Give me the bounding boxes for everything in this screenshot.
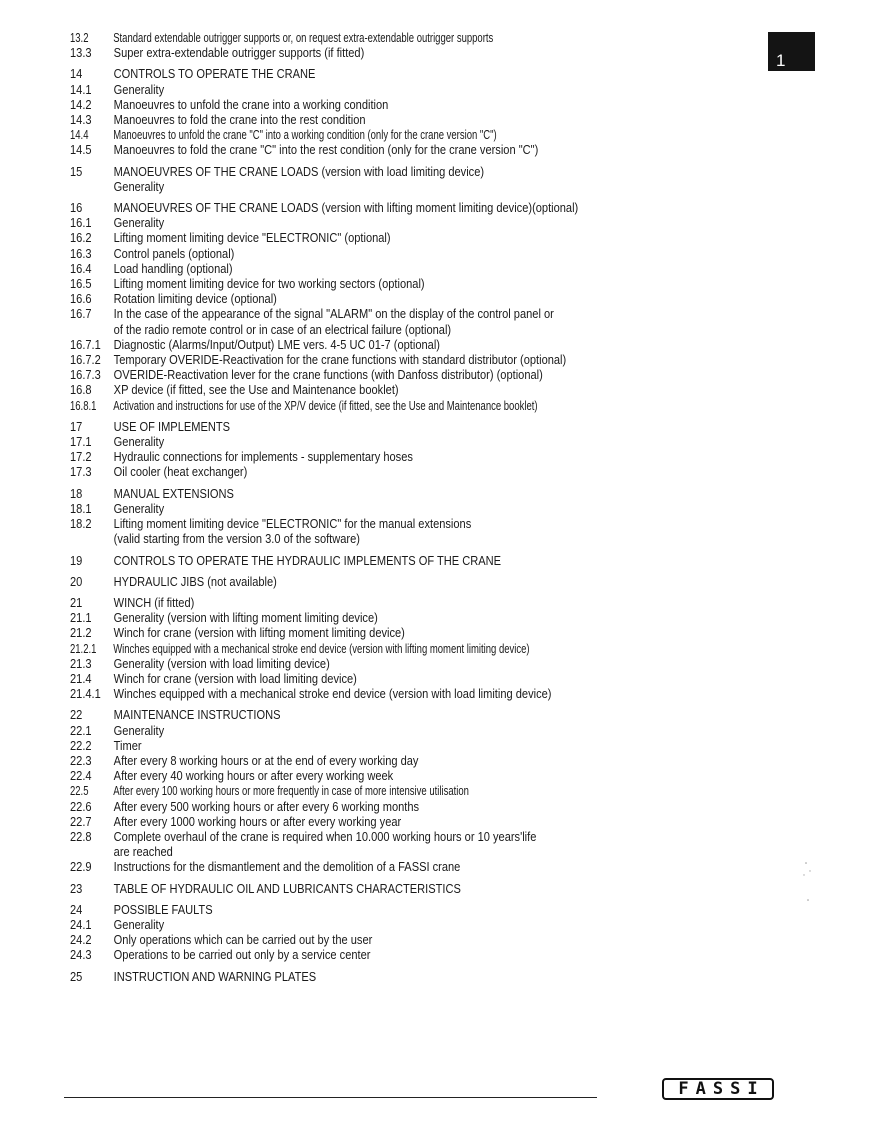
- toc-entry-number: 21.4.1: [70, 686, 101, 702]
- toc-entry-number: 22.3: [70, 752, 92, 768]
- toc-entry[interactable]: [70, 164, 608, 179]
- toc-entry[interactable]: [70, 82, 608, 97]
- toc-entry[interactable]: [70, 97, 608, 112]
- toc-entry-title: Activation and instructions for use of the XP/V device (if fitted, see the Use and Maintenance booklet): [113, 397, 538, 413]
- toc-entry[interactable]: [70, 112, 608, 127]
- toc-entry-title: Generality: [113, 722, 165, 738]
- toc-entry[interactable]: [70, 322, 608, 337]
- toc-entry-title: CONTROLS TO OPERATE THE CRANE: [113, 66, 316, 82]
- toc-entry-number: 16.7: [70, 306, 92, 322]
- scan-specks-decoration: [800, 860, 830, 910]
- toc-entry-title: USE OF IMPLEMENTS: [113, 418, 231, 434]
- chapter-tab: [768, 32, 815, 71]
- toc-entry[interactable]: [70, 768, 608, 783]
- toc-entry-title: Control panels (optional): [113, 245, 235, 261]
- toc-entry-title: INSTRUCTION AND WARNING PLATES: [113, 968, 317, 984]
- toc-entry-number: 22.9: [70, 859, 92, 875]
- toc-entry-number: 16.7.3: [70, 367, 101, 383]
- toc-entry-number: 22: [70, 707, 83, 723]
- toc-entry[interactable]: [70, 932, 608, 947]
- toc-entry-title: OVERIDE-Reactivation lever for the crane functions (with Danfoss distributor) (optional): [113, 367, 543, 383]
- toc-entry[interactable]: [70, 215, 608, 230]
- toc-entry[interactable]: [70, 574, 608, 589]
- toc-entry[interactable]: [70, 179, 608, 194]
- toc-entry-title: MANOEUVRES OF THE CRANE LOADS (version with load limiting device): [113, 163, 485, 179]
- toc-entry[interactable]: [70, 917, 608, 932]
- toc-entry-title: Standard extendable outrigger supports or, on request extra-extendable outrigger supports: [113, 30, 494, 45]
- toc-entry-title: Generality: [113, 500, 165, 516]
- toc-entry-title: After every 8 working hours or at the end of every working day: [113, 752, 419, 768]
- toc-entry-number: 25: [70, 968, 83, 984]
- toc-entry-title: MAINTENANCE INSTRUCTIONS: [113, 707, 281, 723]
- toc-entry[interactable]: [70, 276, 608, 291]
- toc-entry-title: Temporary OVERIDE-Reactivation for the crane functions with standard distributor (optional): [113, 352, 567, 368]
- toc-entry[interactable]: [70, 829, 608, 844]
- toc-entry[interactable]: [70, 799, 608, 814]
- toc-entry-title: Lifting moment limiting device for two working sectors (optional): [113, 276, 425, 292]
- toc-entry[interactable]: [70, 516, 608, 531]
- toc-entry-number: 18: [70, 485, 83, 501]
- toc-entry-title: Complete overhaul of the crane is required when 10.000 working hours or 10 years'life: [113, 828, 537, 844]
- toc-entry-title: Generality (version with load limiting device): [113, 655, 330, 671]
- toc-entry-title: After every 1000 working hours or after every working year: [113, 813, 402, 829]
- toc-entry[interactable]: [70, 30, 531, 45]
- toc-entry-title: CONTROLS TO OPERATE THE HYDRAULIC IMPLEMENTS OF THE CRANE: [113, 552, 502, 568]
- toc-entry[interactable]: [70, 45, 608, 60]
- toc-entry[interactable]: [70, 352, 608, 367]
- toc-entry-number: 24: [70, 901, 83, 917]
- toc-entry-title: POSSIBLE FAULTS: [113, 901, 213, 917]
- toc-entry[interactable]: [70, 783, 531, 798]
- toc-entry-title: TABLE OF HYDRAULIC OIL AND LUBRICANTS CHARACTERISTICS: [113, 880, 461, 896]
- toc-entry-title: (valid starting from the version 3.0 of the software): [113, 531, 360, 547]
- toc-entry-title: Only operations which can be carried out by the user: [113, 932, 373, 948]
- toc-entry-number: 16: [70, 200, 83, 216]
- toc-entry[interactable]: [70, 814, 608, 829]
- toc-entry-title: Generality: [113, 178, 165, 194]
- toc-entry[interactable]: [70, 686, 608, 701]
- toc-entry[interactable]: [70, 127, 531, 142]
- toc-entry-number: 24.3: [70, 947, 92, 963]
- toc-entry-number: 16.3: [70, 245, 92, 261]
- toc-entry-title: Manoeuvres to fold the crane into the rest condition: [113, 112, 366, 128]
- toc-entry-title: Hydraulic connections for implements - supplementary hoses: [113, 449, 413, 465]
- toc-entry-number: 17.3: [70, 464, 92, 480]
- toc-entry-number: 22.4: [70, 768, 92, 784]
- toc-entry-title: Instructions for the dismantlement and the demolition of a FASSI crane: [113, 859, 461, 875]
- toc-entry-title: Lifting moment limiting device "ELECTRONIC" (optional): [113, 230, 391, 246]
- toc-entry[interactable]: [70, 464, 608, 479]
- toc-entry-title: Winches equipped with a mechanical stroke end device (version with load limiting device): [113, 686, 552, 702]
- toc-entry-number: 20: [70, 573, 83, 589]
- toc-entry[interactable]: [70, 641, 531, 656]
- toc-entry-number: 19: [70, 552, 83, 568]
- toc-entry-number: 21.3: [70, 655, 92, 671]
- toc-entry-number: 16.7.1: [70, 336, 101, 352]
- toc-entry-title: After every 500 working hours or after every 6 working months: [113, 798, 420, 814]
- toc-entry-title: Generality: [113, 215, 165, 231]
- toc-entry[interactable]: [70, 397, 538, 413]
- toc-entry-title: Lifting moment limiting device "ELECTRONIC" for the manual extensions: [113, 516, 472, 532]
- toc-entry-number: 22.2: [70, 737, 92, 753]
- toc-entry[interactable]: [70, 723, 608, 738]
- toc-entry[interactable]: [70, 486, 608, 501]
- chapter-tab-number: 1: [776, 51, 786, 70]
- toc-entry-number: 24.1: [70, 916, 92, 932]
- toc-entry-number: 14.5: [70, 142, 92, 158]
- toc-entry[interactable]: [70, 200, 608, 215]
- toc-entry-title: Super extra-extendable outrigger supports (if fitted): [113, 45, 365, 61]
- toc-entry[interactable]: [70, 738, 608, 753]
- toc-entry-title: Oil cooler (heat exchanger): [113, 464, 248, 480]
- toc-entry-number: 22.1: [70, 722, 92, 738]
- toc-entry-title: After every 40 working hours or after every working week: [113, 768, 394, 784]
- toc-entry-number: 16.4: [70, 260, 92, 276]
- toc-entry-number: 22.5: [70, 783, 89, 799]
- toc-entry-number: 17.2: [70, 449, 92, 465]
- toc-entry[interactable]: [70, 337, 608, 352]
- toc-entry[interactable]: [70, 859, 608, 874]
- toc-entry[interactable]: [70, 707, 608, 722]
- toc-entry-title: Generality: [113, 916, 165, 932]
- toc-entry-title: Manoeuvres to fold the crane "C" into the rest condition (only for the crane version "C"): [113, 142, 539, 158]
- toc-entry[interactable]: [70, 382, 608, 397]
- toc-entry-number: 18.1: [70, 500, 92, 516]
- toc-entry-number: 22.6: [70, 798, 92, 814]
- toc-entry-title: Winch for crane (version with lifting moment limiting device): [113, 625, 405, 641]
- toc-entry[interactable]: [70, 947, 608, 962]
- toc-entry-number: 21.2: [70, 625, 92, 641]
- toc-entry-number: 14.4: [70, 127, 89, 143]
- toc-entry-number: 21: [70, 594, 83, 610]
- toc-entry-number: 16.1: [70, 215, 92, 231]
- toc-entry-number: 16.6: [70, 291, 92, 307]
- toc-entry-title: of the radio remote control or in case of an electrical failure (optional): [113, 321, 452, 337]
- toc-entry-number: 16.8.1: [70, 397, 97, 413]
- toc-entry[interactable]: [70, 66, 608, 81]
- toc-entry-title: MANUAL EXTENSIONS: [113, 485, 234, 501]
- toc-entry-number: 22.8: [70, 828, 92, 844]
- toc-entry-title: Load handling (optional): [113, 260, 233, 276]
- toc-entry-number: 23: [70, 880, 83, 896]
- toc-entry-title: After every 100 working hours or more frequently in case of more intensive utilisation: [113, 783, 469, 799]
- toc-entry-title: Generality: [113, 434, 165, 450]
- toc-entry[interactable]: [70, 753, 608, 768]
- toc-entry[interactable]: [70, 531, 608, 546]
- toc-entry[interactable]: [70, 671, 608, 686]
- toc-entry-number: 24.2: [70, 932, 92, 948]
- toc-entry-number: 17: [70, 418, 83, 434]
- toc-entry[interactable]: [70, 969, 608, 984]
- toc-entry[interactable]: [70, 230, 608, 245]
- toc-entry-number: 14.1: [70, 81, 92, 97]
- toc-entry-number: 21.4: [70, 670, 92, 686]
- toc-entry-number: 14.3: [70, 112, 92, 128]
- toc-entry-number: 14.2: [70, 96, 92, 112]
- toc-entry-title: MANOEUVRES OF THE CRANE LOADS (version with lifting moment limiting device)(optional): [113, 200, 579, 216]
- toc-entry[interactable]: [70, 902, 608, 917]
- toc-entry-number: 13.2: [70, 30, 89, 45]
- toc-entry-title: Generality (version with lifting moment limiting device): [113, 610, 378, 626]
- toc-entry-title: XP device (if fitted, see the Use and Maintenance booklet): [113, 382, 399, 398]
- toc-entry[interactable]: [70, 625, 608, 640]
- toc-entry-title: Winch for crane (version with load limiting device): [113, 670, 357, 686]
- toc-entry-number: 16.5: [70, 276, 92, 292]
- toc-entry[interactable]: [70, 501, 608, 516]
- toc-entry-number: 16.8: [70, 382, 92, 398]
- toc-entry[interactable]: [70, 419, 608, 434]
- toc-entry-number: 16.2: [70, 230, 92, 246]
- toc-entry-title: HYDRAULIC JIBS (not available): [113, 573, 277, 589]
- toc-entry-number: 21.1: [70, 610, 92, 626]
- footer-rule: [64, 1097, 597, 1098]
- toc-entry-number: 21.2.1: [70, 640, 97, 656]
- toc-entry-title: Diagnostic (Alarms/Input/Output) LME vers. 4-5 UC 01-7 (optional): [113, 336, 440, 352]
- toc-entry-title: Manoeuvres to unfold the crane into a working condition: [113, 96, 389, 112]
- toc-entry-number: 16.7.2: [70, 352, 101, 368]
- toc-entry-title: Winches equipped with a mechanical stroke end device (version with lifting moment limiting device): [113, 640, 530, 656]
- toc-entry[interactable]: [70, 367, 608, 382]
- toc-entry[interactable]: [70, 881, 608, 896]
- toc-entry-number: 17.1: [70, 434, 92, 450]
- toc-entry[interactable]: [70, 142, 608, 157]
- toc-entry[interactable]: [70, 434, 608, 449]
- toc-entry-number: 15: [70, 163, 83, 179]
- toc-entry-title: Timer: [113, 737, 142, 753]
- toc-entry-title: Generality: [113, 81, 165, 97]
- toc-entry-title: Rotation limiting device (optional): [113, 291, 277, 307]
- toc-entry[interactable]: [70, 449, 608, 464]
- toc-entry-number: 13.3: [70, 45, 92, 61]
- toc-entry-title: Manoeuvres to unfold the crane "C" into a working condition (only for the crane version "C"): [113, 127, 497, 143]
- fassi-logo: [662, 1078, 774, 1100]
- toc-entry[interactable]: [70, 246, 608, 261]
- table-of-contents: [70, 30, 710, 984]
- toc-entry[interactable]: [70, 844, 608, 859]
- fassi-logo-text: FASSI: [678, 1079, 765, 1099]
- toc-entry-title: are reached: [113, 844, 173, 860]
- toc-entry[interactable]: [70, 553, 608, 568]
- toc-entry-number: 22.7: [70, 813, 92, 829]
- toc-entry[interactable]: [70, 595, 608, 610]
- toc-entry-number: 14: [70, 66, 83, 82]
- toc-entry[interactable]: [70, 261, 608, 276]
- toc-entry-title: WINCH (if fitted): [113, 594, 195, 610]
- toc-entry[interactable]: [70, 656, 608, 671]
- toc-entry[interactable]: [70, 306, 608, 321]
- toc-entry-title: Operations to be carried out only by a service center: [113, 947, 371, 963]
- toc-entry-title: In the case of the appearance of the signal "ALARM" on the display of the control panel or: [113, 306, 554, 322]
- toc-entry-number: 18.2: [70, 516, 92, 532]
- toc-entry[interactable]: [70, 610, 608, 625]
- toc-entry[interactable]: [70, 291, 608, 306]
